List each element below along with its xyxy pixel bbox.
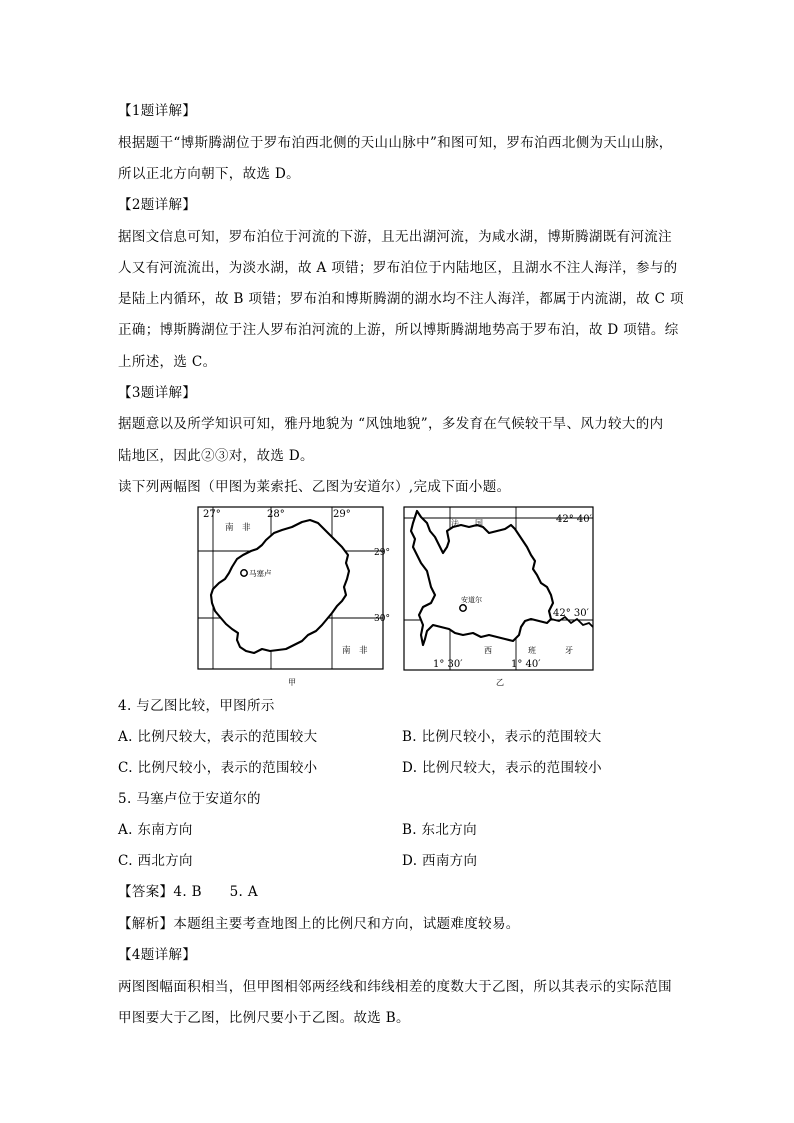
section-2-line-5: 上所述，选 C。 xyxy=(118,354,217,370)
lon-label-29: 29° xyxy=(333,509,351,520)
lesotho-border xyxy=(211,520,349,653)
question-5-stem: 5. 马塞卢位于安道尔的 xyxy=(118,791,261,807)
section-4-line-2: 甲图要大于乙图，比例尺要小于乙图。故选 B。 xyxy=(118,1010,410,1026)
question-5-option-d: D. 西南方向 xyxy=(402,853,478,869)
section-1-line-1: 根据题干“博斯腾湖位于罗布泊西北侧的天山山脉中”和图可知，罗布泊西北侧为天山山脉， xyxy=(118,135,673,151)
section-2-line-2: 人又有河流流出，为淡水湖，故 A 项错；罗布泊位于内陆地区，且湖水不注人海洋，参与的 xyxy=(118,260,678,276)
section-3-line-1: 据题意以及所学知识可知，雅丹地貌为 “风蚀地貌”，多发育在气候较干旱、风力较大的内 xyxy=(118,416,664,432)
lat-label-42-40: 42° 40′ xyxy=(556,514,592,525)
analysis-line: 【解析】本题组主要考查地图上的比例尺和方向，试题难度较易。 xyxy=(118,916,520,932)
lat-label-30: 30° xyxy=(374,614,390,624)
section-1-line-2: 所以正北方向朝下，故选 D。 xyxy=(118,166,301,182)
andorra-label: 安道尔 xyxy=(461,596,482,604)
section-2-heading: 【2题详解】 xyxy=(118,197,197,213)
question-4-option-d: D. 比例尺较大，表示的范围较小 xyxy=(402,760,603,776)
andorra-border xyxy=(411,511,553,645)
lon-label-28: 28° xyxy=(267,509,285,520)
section-3-heading: 【3题详解】 xyxy=(118,385,197,401)
question-4-option-a: A. 比例尺较大，表示的范围较大 xyxy=(118,729,318,745)
lon-label-27: 27° xyxy=(203,509,221,520)
question-5-option-b: B. 东北方向 xyxy=(402,822,477,838)
section-2-line-1: 据图文信息可知，罗布泊位于河流的下游，且无出湖河流，为咸水湖，博斯腾湖既有河流注 xyxy=(118,229,672,245)
section-2-line-3: 是陆上内循环，故 B 项错；罗布泊和博斯腾湖的湖水均不注人海洋，都属于内流湖，故 C 项 xyxy=(118,291,684,307)
map-yi xyxy=(401,503,601,689)
region-spain-3: 牙 xyxy=(565,646,573,655)
lat-label-42-30: 42° 30′ xyxy=(553,608,589,619)
question-4-option-b: B. 比例尺较小，表示的范围较大 xyxy=(402,729,602,745)
lon-label-1-30: 1° 30′ xyxy=(433,659,463,670)
section-4-line-1: 两图图幅面积相当，但甲图相邻两经线和纬线相差的度数大于乙图，所以其表示的实际范围 xyxy=(118,979,672,995)
region-spain-1: 西 xyxy=(484,646,492,655)
maseru-city-marker xyxy=(241,570,247,576)
section-2-line-4: 正确；博斯腾湖位于注人罗布泊河流的上游，所以博斯腾湖地势高于罗布泊，故 D 项错。综 xyxy=(118,322,679,338)
map-jia-caption: 甲 xyxy=(288,678,296,687)
map-yi-caption: 乙 xyxy=(496,678,504,687)
section-3-line-2: 陆地区，因此②③对，故选 D。 xyxy=(118,448,314,464)
lat-label-29: 29° xyxy=(374,548,390,558)
region-south-africa-bottom: 南 非 xyxy=(342,646,368,656)
maseru-label: 马塞卢 xyxy=(249,569,272,578)
map-jia xyxy=(196,503,388,689)
intro-line: 读下列两幅图（甲图为莱索托、乙图为安道尔）,完成下面小题。 xyxy=(118,479,511,495)
answer-line: 【答案】4. B 5. A xyxy=(118,884,258,900)
question-5-option-a: A. 东南方向 xyxy=(118,822,193,838)
lon-label-1-40: 1° 40′ xyxy=(511,659,541,670)
region-spain-2: 班 xyxy=(528,646,536,655)
question-4-option-c: C. 比例尺较小，表示的范围较小 xyxy=(118,760,318,776)
section-4-heading: 【4题详解】 xyxy=(118,947,197,963)
andorra-city-marker xyxy=(460,605,466,611)
section-1-heading: 【1题详解】 xyxy=(118,103,197,119)
question-5-option-c: C. 西北方向 xyxy=(118,853,193,869)
region-south-africa-top: 南 非 xyxy=(225,523,251,533)
region-france: 法 国 xyxy=(451,519,483,528)
question-4-stem: 4. 与乙图比较，甲图所示 xyxy=(118,698,275,714)
